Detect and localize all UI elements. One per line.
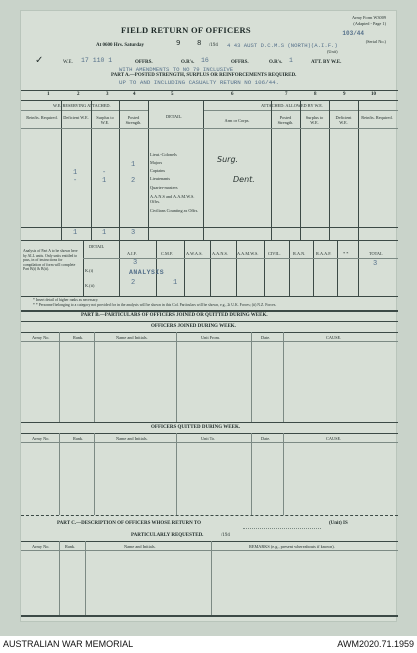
left-col-reinforcements: Reinfts. Required. xyxy=(26,115,58,120)
analysis-col-cmf: C.M.F. xyxy=(161,251,173,256)
corps-entry-dent: Dent. xyxy=(233,175,255,184)
corps-entry-surg: Surg. xyxy=(217,155,239,164)
left-col-surplus: Surplus to W.E. xyxy=(96,115,114,125)
total-deficient: 1 xyxy=(73,229,78,237)
part-a-stamp: UP TO AND INCLUDING CASUALTY RETURN NO 106/44. xyxy=(119,79,280,86)
quitted-col-name: Name and Initials. xyxy=(116,436,148,441)
joined-title: OFFICERS JOINED DURING WEEK. xyxy=(151,324,236,329)
analysis-value-2: 2 xyxy=(131,279,136,287)
year-prefix: /194 xyxy=(209,43,218,48)
ors-label-2: O.R's. xyxy=(269,60,283,65)
col-number-10: 10 xyxy=(371,92,376,97)
joined-col-name: Name and Initials. xyxy=(116,335,148,340)
analysis-col-ran: R.A.N. xyxy=(293,251,306,256)
ors-label: O.R's. xyxy=(181,60,195,65)
analysis-col-aif: A.I.F. xyxy=(127,251,137,256)
archive-footer xyxy=(0,636,417,653)
rank-lieutenants: Lieutenants xyxy=(150,176,171,181)
part-c-col-army-no: Army No. xyxy=(32,544,50,549)
rank-lt-colonels: Lieut.-Colonels xyxy=(150,152,177,157)
part-c-col-name: Name and Initials. xyxy=(124,544,156,549)
unit-stamp: 4 43 AUST D.C.M.S (NORTH)(A.I.F.) xyxy=(227,42,338,49)
ors2-value: 1 xyxy=(289,57,293,64)
quitted-col-unit-to: Unit To. xyxy=(201,436,216,441)
att-label: ATT. BY W.E. xyxy=(311,60,342,65)
army-form-number: Army Form W3009 xyxy=(351,15,386,20)
analysis-note: Analysis of Part A to be shown here by ALL units. Only units entitled to pass, in of instructions for compilation of form will complete Part B(i) & B(ii). xyxy=(23,249,78,272)
col-number-2: 2 xyxy=(77,92,80,97)
left-group-header: W.E. RESERVING ATTACHED. xyxy=(53,103,111,108)
joined-col-cause: CAUSE. xyxy=(326,335,342,340)
we-value: 17 110 1 xyxy=(81,57,113,64)
col-number-5: 5 xyxy=(171,92,174,97)
right-group-header: ATTACHED: ALLOWED BY W.E. xyxy=(261,103,323,108)
at-time-label: At 0600 Hrs. Saturday xyxy=(96,43,145,48)
col-number-7: 7 xyxy=(285,92,288,97)
analysis-col-aans: A.A.N.S. xyxy=(212,251,228,256)
quitted-col-date: Date. xyxy=(261,436,271,441)
left-col-posted: Posted Strength. xyxy=(125,115,142,125)
col-number-9: 9 xyxy=(343,92,346,97)
col-number-8: 8 xyxy=(314,92,317,97)
offrs-label: OFFRS. xyxy=(135,60,153,65)
col-number-1: 1 xyxy=(47,92,50,97)
col-number-3: 3 xyxy=(106,92,109,97)
joined-col-date: Date. xyxy=(261,335,271,340)
total-surplus: 1 xyxy=(102,229,107,237)
rank-aans: A.A.N.S and A.A.M.W.S. Offrs. xyxy=(150,194,195,204)
right-col-surplus: Surplus to W.E. xyxy=(305,115,324,125)
footnote-2: * * Personnel belonging to a category not provided for in the analysis will be shown in this Col. Particulars will be shown, e.g., 2i U.K. Forces; (ii) N.Z. Forces. xyxy=(33,303,277,307)
analysis-col-aamws: A.A.M.W.S. xyxy=(237,251,259,256)
quitted-col-rank: Rank. xyxy=(73,436,84,441)
rank-civilians: Civilians Counting as Offrs. xyxy=(150,208,199,213)
form-title: FIELD RETURN OF OFFICERS xyxy=(121,25,251,35)
analysis-value-total: 3 xyxy=(373,260,378,268)
right-col-arm-corps: Arm or Corps. xyxy=(224,118,250,123)
amendments-stamp: WITH AMENDMENTS TO NO 79 INCLUSIVE xyxy=(119,66,234,73)
analysis-stamp: ANALYSIS xyxy=(129,269,165,276)
col-number-6: 6 xyxy=(231,92,234,97)
deficient-value-a: 1 xyxy=(73,169,78,177)
check-mark: ✓ xyxy=(35,55,44,66)
detail-header: DETAIL. xyxy=(166,114,183,119)
quitted-col-cause: CAUSE. xyxy=(326,436,342,441)
part-c-unit-is: (Unit) IS xyxy=(329,521,348,526)
date-day: 9 xyxy=(176,39,181,47)
part-c-col-remarks: REMARKS (e.g., present whereabouts if known). xyxy=(249,544,335,549)
posted-value-b: 2 xyxy=(131,177,136,185)
form-sheet xyxy=(20,10,397,622)
analysis-value-3: 1 xyxy=(173,279,178,287)
analysis-col-other: * * xyxy=(343,251,349,256)
part-b-title: PART B.—PARTICULARS OF OFFICERS JOINED OR QUITTED DURING WEEK. xyxy=(81,313,268,318)
analysis-col-civil: CIVIL. xyxy=(268,251,281,256)
analysis-value-aif: 3 xyxy=(133,259,138,267)
part-c-particularly: PARTICULARLY REQUESTED. xyxy=(131,533,204,538)
footer-institution: AUSTRALIAN WAR MEMORIAL xyxy=(3,639,134,649)
footer-accession-number: AWM2020.71.1959 xyxy=(337,639,414,649)
left-col-deficient: Deficient W.E. xyxy=(63,115,89,120)
rank-captains: Captains xyxy=(150,168,166,173)
analysis-row-label-2: K.(ii) xyxy=(85,283,95,288)
we-label: W.E. xyxy=(63,60,73,65)
rank-quartermasters: Quarter-masters xyxy=(150,185,178,190)
posted-value-a: 1 xyxy=(131,161,136,169)
quitted-col-army-no: Army No. xyxy=(32,436,50,441)
quitted-title: OFFICERS QUITTED DURING WEEK. xyxy=(151,425,241,430)
rank-majors: Majors xyxy=(150,160,163,165)
joined-col-army-no: Army No. xyxy=(32,335,50,340)
surplus-value-b: 1 xyxy=(102,177,107,185)
total-posted: 3 xyxy=(131,229,136,237)
part-c-title: PART C.—DESCRIPTION OF OFFICERS WHOSE RETURN TO xyxy=(57,521,202,526)
footnote-1: * Insert detail of higher ranks as necessary. xyxy=(33,298,99,302)
col-number-4: 4 xyxy=(133,92,136,97)
part-a-title: PART A.—POSTED STRENGTH, SURPLUS OR REINFORCEMENTS REQUIRED. xyxy=(111,73,297,78)
right-col-posted: Posted Strength. xyxy=(277,115,294,125)
joined-col-rank: Rank. xyxy=(73,335,84,340)
date-month: 8 xyxy=(197,39,202,47)
analysis-detail-label: DETAIL xyxy=(89,244,105,249)
deficient-value-b: - xyxy=(73,177,78,185)
part-c-year: /194 xyxy=(221,533,230,538)
serial-number-stamp: 103/44 xyxy=(342,30,364,37)
part-c-col-rank: Rank. xyxy=(65,544,76,549)
adapted-note: (Adapted - Page 1) xyxy=(353,21,386,26)
analysis-row-label-1: K.(i) xyxy=(85,268,94,273)
joined-col-unit-from: Unit From. xyxy=(201,335,221,340)
analysis-col-raaf: R.A.A.F. xyxy=(316,251,332,256)
right-col-reinforcements: Reinfts. Required. xyxy=(361,115,393,120)
surplus-value-a: - xyxy=(102,169,107,177)
right-col-deficient: Deficient W.E. xyxy=(335,115,352,125)
serial-number-label: (Serial No.) xyxy=(365,39,386,44)
analysis-col-awas: A.W.A.S. xyxy=(186,251,203,256)
offrs-label-2: OFFRS. xyxy=(231,60,249,65)
ors-value: 16 xyxy=(201,57,209,64)
unit-label: (Unit) xyxy=(327,49,338,54)
analysis-col-total: TOTAL xyxy=(369,251,383,256)
